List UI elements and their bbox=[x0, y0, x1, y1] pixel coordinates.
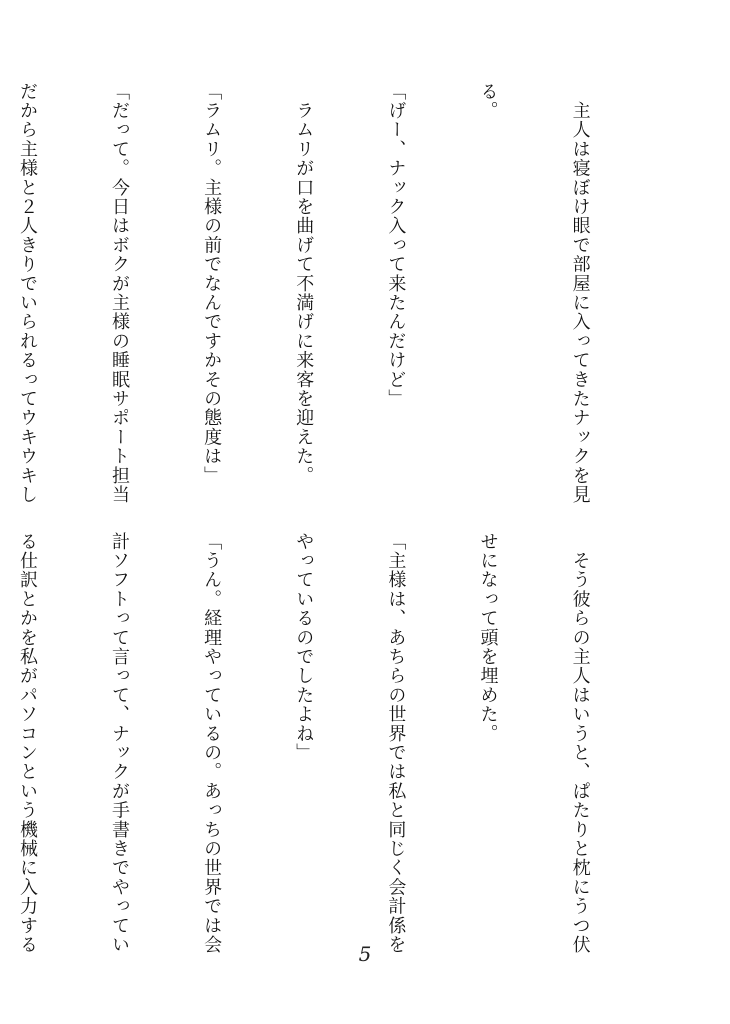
text-line: 主人は寝ぼけ眼で部屋に入ってきたナックを見 bbox=[569, 82, 591, 505]
text-line: せになって頭を埋めた。 bbox=[477, 532, 499, 744]
text-line: 計ソフトって言って、ナックが手書きでやってい bbox=[109, 532, 131, 955]
text-line: 「主様は、あちらの世界では私と同じく会計係を bbox=[385, 532, 407, 955]
text-line: 「げー、ナック入って来たんだけど」 bbox=[385, 82, 407, 409]
text-line: 「ラムリ。主様の前でなんですかその態度は」 bbox=[201, 82, 223, 486]
text-line: ラムリが口を曲げて不満げに来客を迎えた。 bbox=[293, 82, 315, 486]
text-line: 「だって。今日はボクが主様の睡眠サポート担当 bbox=[109, 82, 131, 505]
text-block-bottom bbox=[16, 532, 656, 955]
text-line: る仕訳とかを私がパソコンという機械に入力する bbox=[16, 532, 38, 955]
page-number: 5 bbox=[358, 942, 372, 966]
text-block-top bbox=[16, 82, 656, 505]
text-line: 「うん。経理やっているの。あっちの世界では会 bbox=[201, 532, 223, 955]
text-line: だから主様と２人きりでいられるってウキウキし bbox=[16, 82, 38, 505]
text-line: る。 bbox=[477, 82, 499, 121]
text-line: やっているのでしたよね」 bbox=[293, 532, 315, 763]
text-line: そう彼らの主人はいうと、ぱたりと枕にうつ伏 bbox=[569, 532, 591, 955]
